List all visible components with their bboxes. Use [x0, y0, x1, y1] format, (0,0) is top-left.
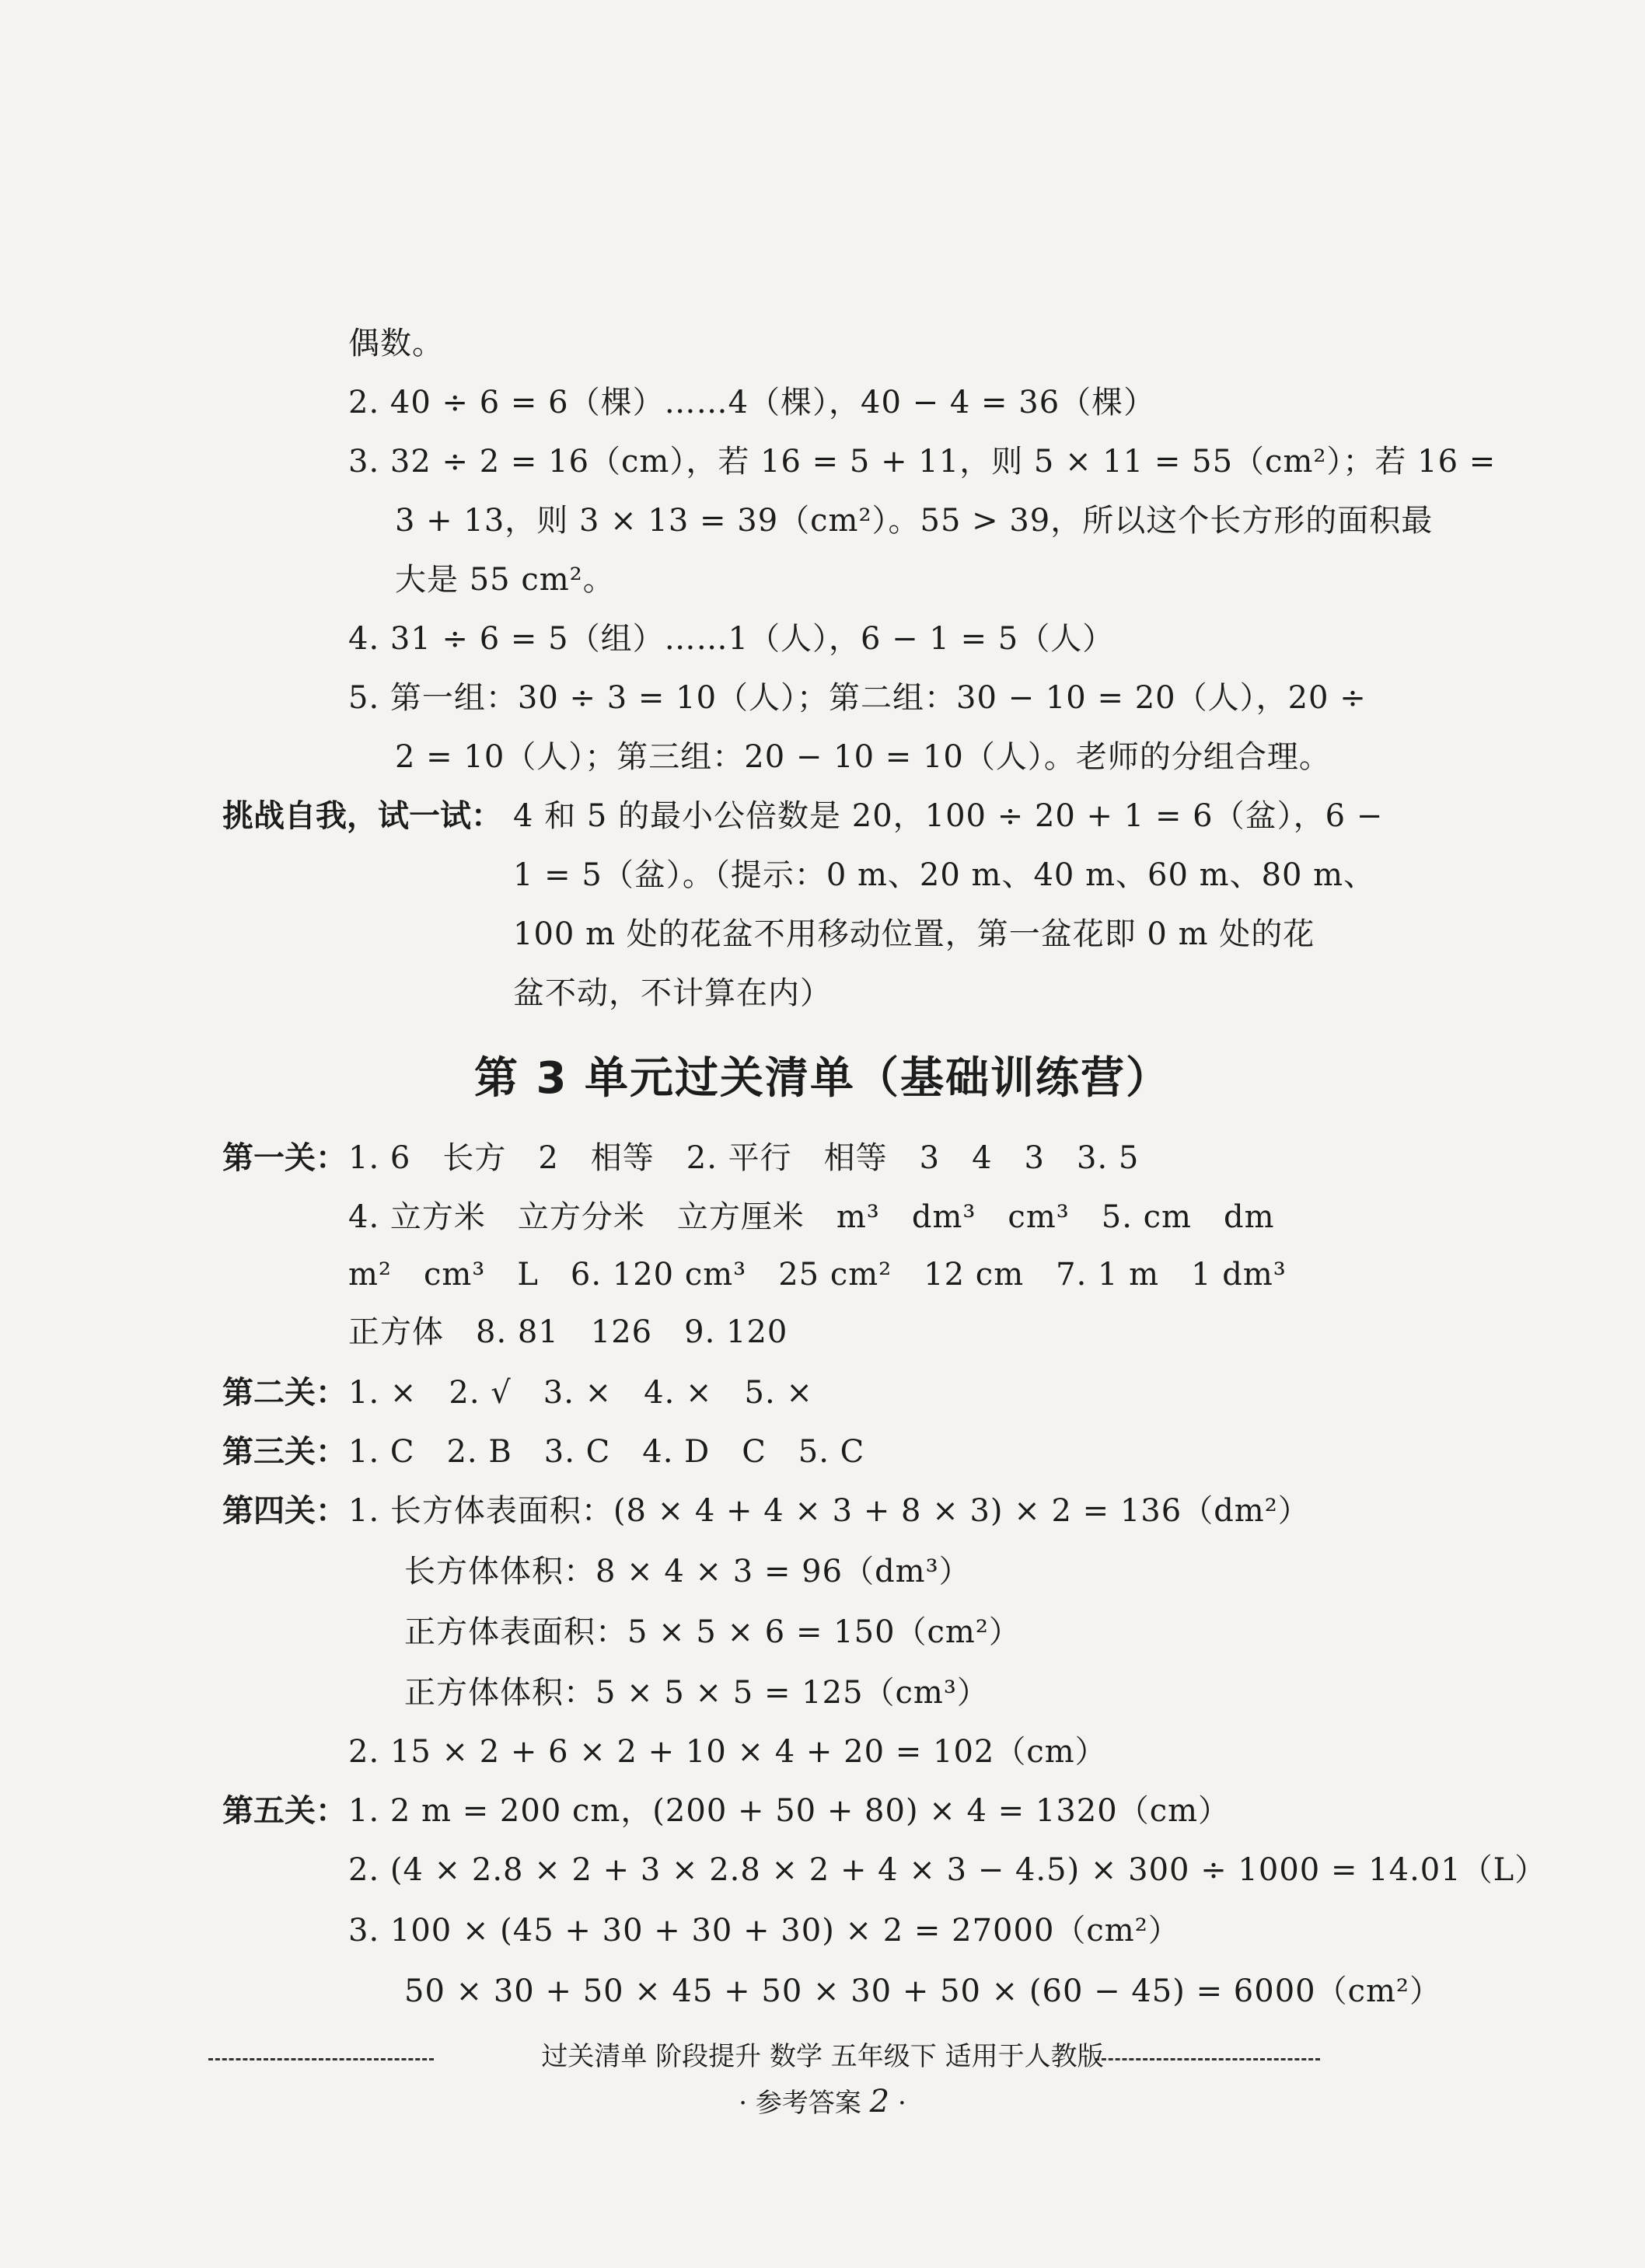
- answer-line: 3 + 13，则 3 × 13 = 39（cm²）。55 > 39，所以这个长方形的面积最: [395, 503, 1434, 539]
- footer-book-info: 过关清单 阶段提升 数学 五年级下 适用于人教版: [541, 2041, 1104, 2072]
- page-number: 2: [869, 2084, 890, 2120]
- answer-line: 大是 55 cm²。: [395, 562, 615, 598]
- level-2-label: 第二关：: [222, 1375, 347, 1411]
- answer-line: 2 = 10（人）；第三组：20 − 10 = 10（人）。老师的分组合理。: [395, 739, 1331, 775]
- level-4-line: 正方体体积：5 × 5 × 5 = 125（cm³）: [404, 1675, 989, 1711]
- level-5-line: 50 × 30 + 50 × 45 + 50 × 30 + 50 × (60 − 45) = 6000（cm²）: [404, 1973, 1441, 2009]
- challenge-line: 1 = 5（盆）。（提示：0 m、20 m、40 m、60 m、80 m、: [513, 857, 1376, 893]
- answer-line: 3. 32 ÷ 2 = 16（cm），若 16 = 5 + 11，则 5 × 11 = 55（cm²）；若 16 =: [348, 444, 1497, 480]
- challenge-label: 挑战自我，试一试：: [222, 798, 502, 834]
- level-1-line: 4. 立方米 立方分米 立方厘米 m³ dm³ cm³ 5. cm dm: [348, 1199, 1275, 1235]
- level-5-line: 2. (4 × 2.8 × 2 + 3 × 2.8 × 2 + 4 × 3 − 4.5) × 300 ÷ 1000 = 14.01（L）: [348, 1852, 1547, 1888]
- level-2-line: 1. × 2. √ 3. × 4. × 5. ×: [348, 1375, 813, 1411]
- level-1-line: 正方体 8. 81 126 9. 120: [348, 1314, 788, 1350]
- challenge-line: 盆不动，不计算在内）: [513, 975, 832, 1011]
- level-1-line: m² cm³ L 6. 120 cm³ 25 cm² 12 cm 7. 1 m 1 dm³: [348, 1257, 1287, 1293]
- level-1-line: 1. 6 长方 2 相等 2. 平行 相等 3 4 3 3. 5: [348, 1140, 1140, 1176]
- footer-page-number: [0, 2081, 1645, 2123]
- page-suffix: ·: [897, 2088, 906, 2119]
- level-5-label: 第五关：: [222, 1793, 347, 1829]
- level-5-line: 3. 100 × (45 + 30 + 30 + 30) × 2 = 27000（cm²）: [348, 1913, 1180, 1949]
- answer-line: 4. 31 ÷ 6 = 5（组）……1（人），6 − 1 = 5（人）: [348, 621, 1115, 657]
- level-3-line: 1. C 2. B 3. C 4. D C 5. C: [348, 1434, 865, 1470]
- level-1-label: 第一关：: [222, 1140, 347, 1176]
- level-5-line: 1. 2 m = 200 cm，(200 + 50 + 80) × 4 = 1320（cm）: [348, 1793, 1231, 1829]
- level-4-line: 1. 长方体表面积：(8 × 4 + 4 × 3 + 8 × 3) × 2 = 136（dm²）: [348, 1493, 1310, 1529]
- unit-title: 第 3 单元过关清单（基础训练营）: [474, 1053, 1171, 1104]
- page-prefix: · 参考答案: [739, 2088, 861, 2119]
- challenge-line: 100 m 处的花盆不用移动位置，第一盆花即 0 m 处的花: [513, 916, 1315, 952]
- level-4-line: 2. 15 × 2 + 6 × 2 + 10 × 4 + 20 = 102（cm）: [348, 1734, 1107, 1770]
- level-4-line: 长方体体积：8 × 4 × 3 = 96（dm³）: [404, 1554, 971, 1589]
- level-4-label: 第四关：: [222, 1493, 347, 1529]
- level-3-label: 第三关：: [222, 1434, 347, 1470]
- level-4-line: 正方体表面积：5 × 5 × 6 = 150（cm²）: [404, 1614, 1021, 1650]
- answer-line: 5. 第一组：30 ÷ 3 = 10（人）；第二组：30 − 10 = 20（人），20 ÷: [348, 680, 1367, 716]
- answer-line: 偶数。: [348, 326, 444, 361]
- challenge-line: 4 和 5 的最小公倍数是 20，100 ÷ 20 + 1 = 6（盆），6 −: [513, 798, 1384, 834]
- answer-line: 2. 40 ÷ 6 = 6（棵）……4（棵），40 − 4 = 36（棵）: [348, 385, 1156, 420]
